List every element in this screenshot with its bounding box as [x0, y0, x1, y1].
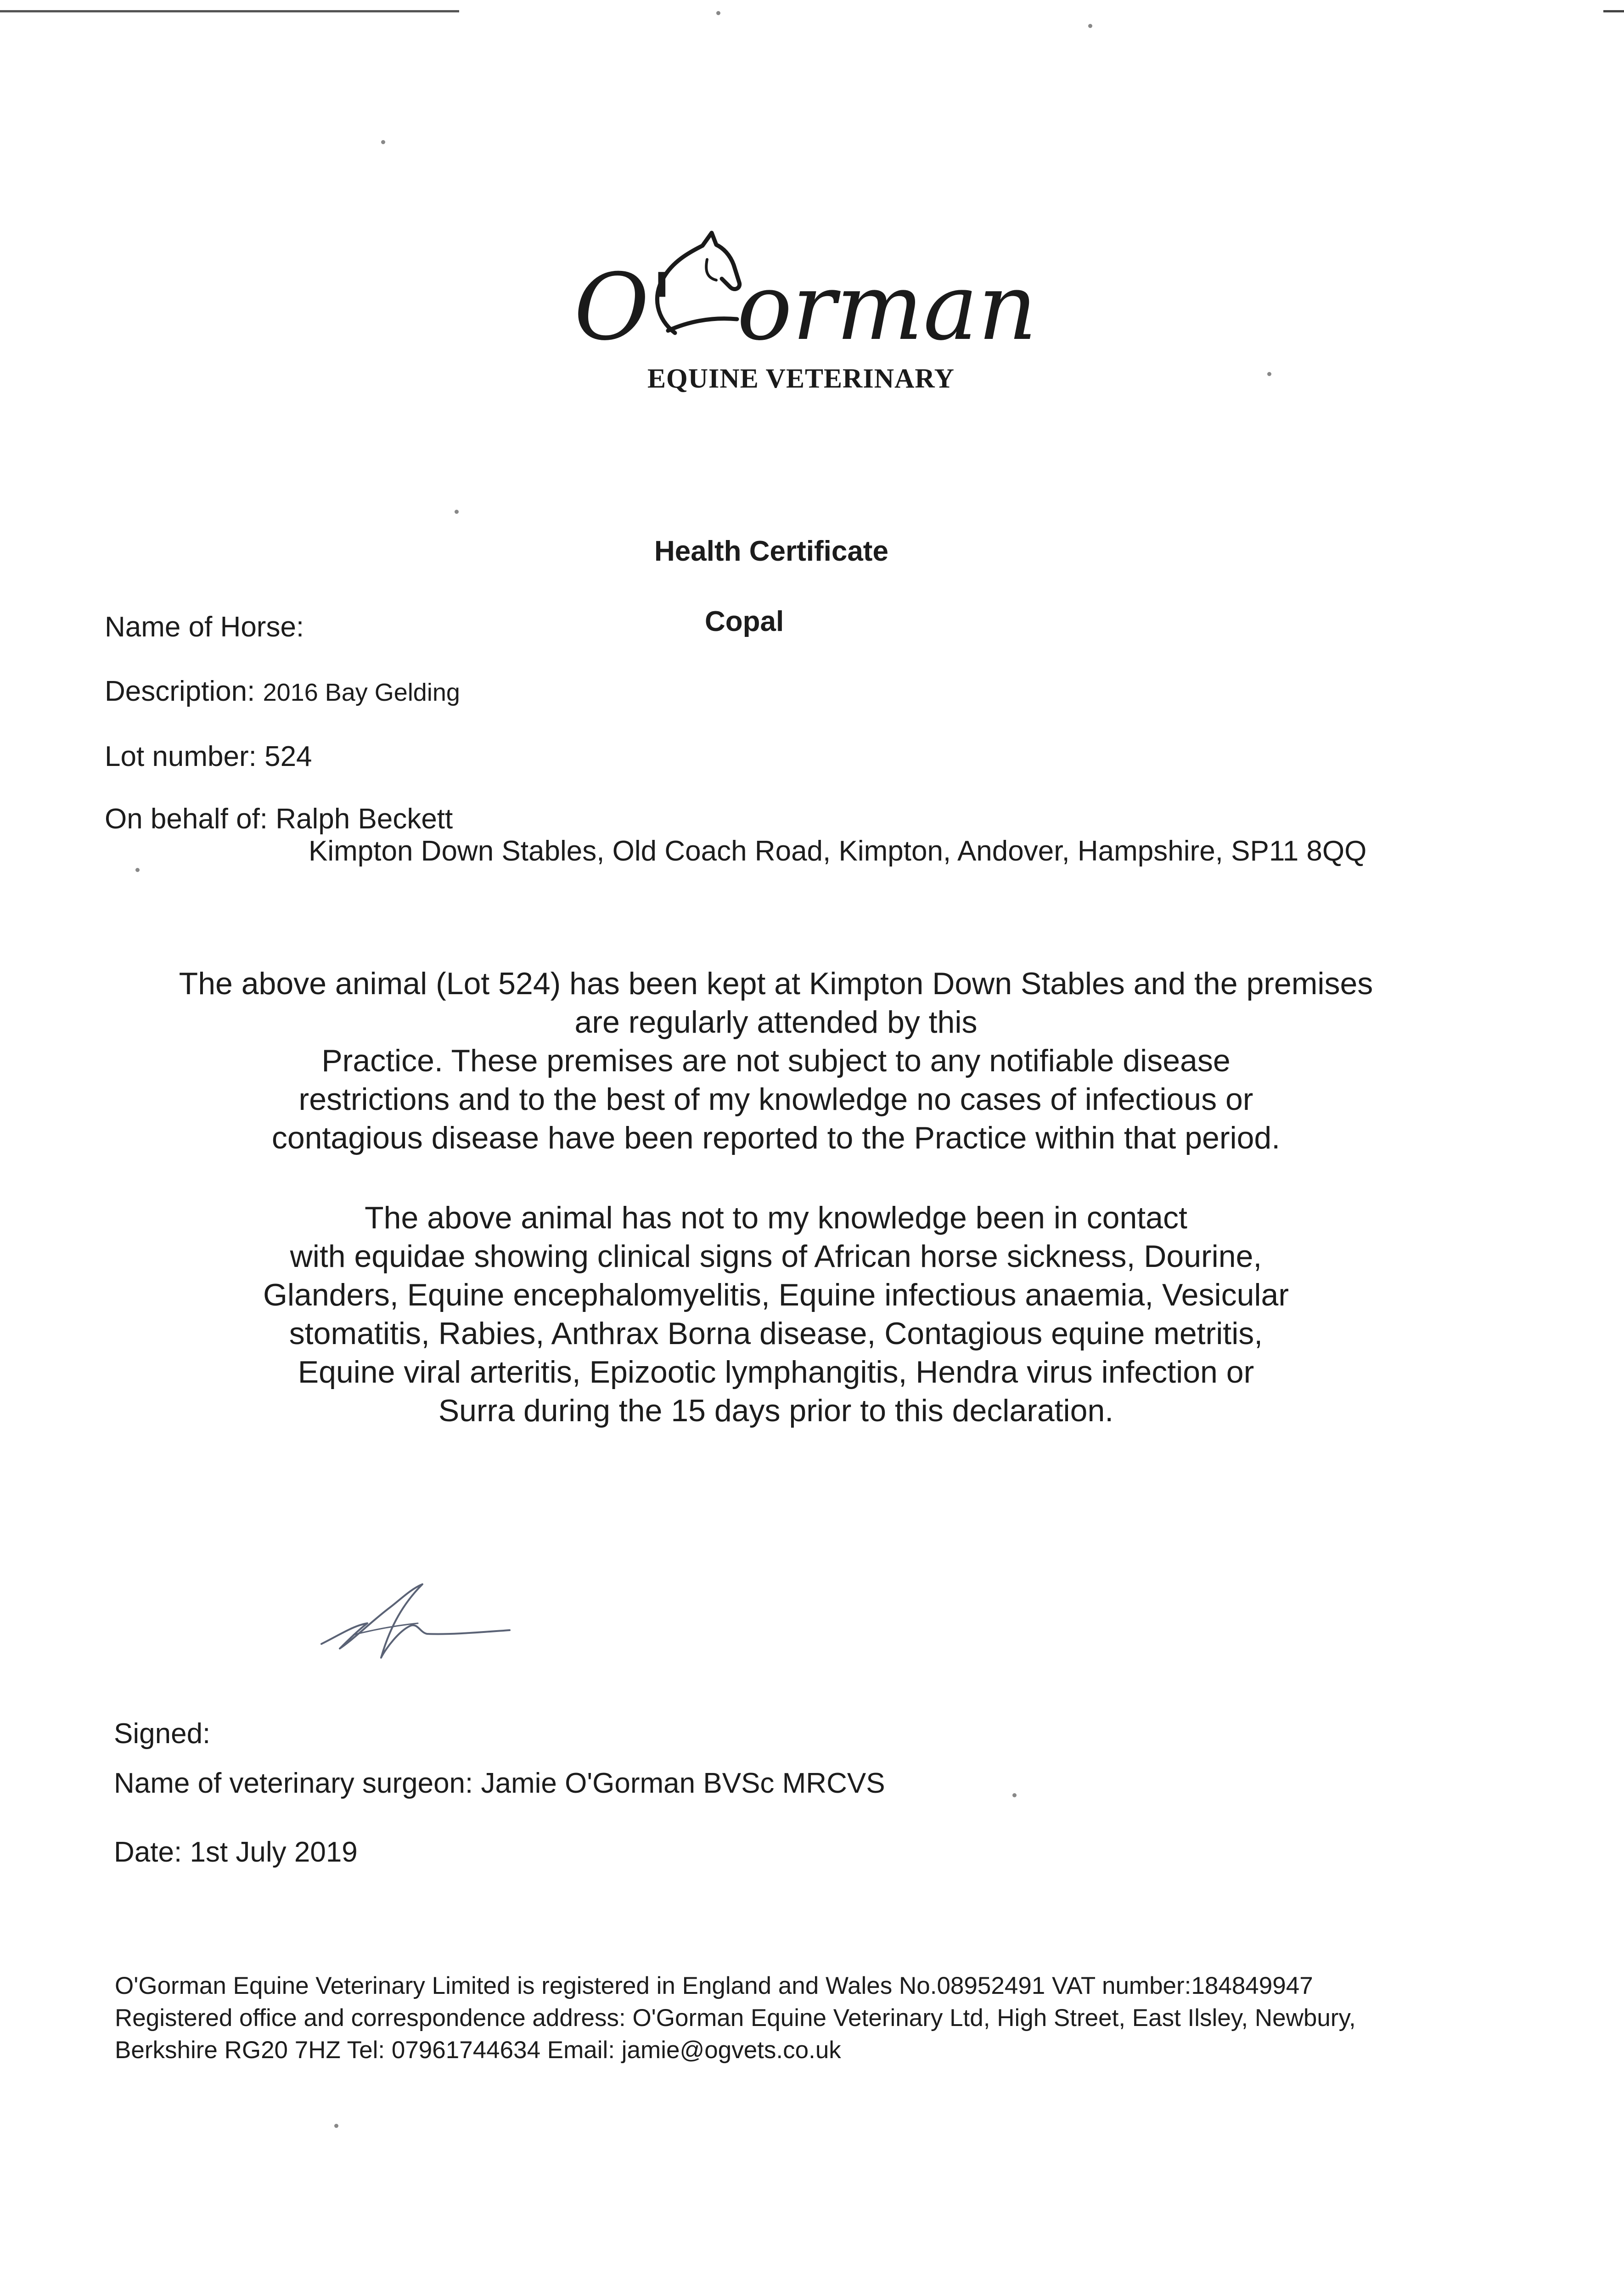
surgeon-value: Jamie O'Gorman BVSc MRCVS [481, 1767, 885, 1799]
scan-speck [716, 11, 720, 15]
scan-speck [455, 510, 459, 514]
logo-orman: orman [737, 254, 1037, 361]
description-row [105, 675, 460, 708]
description-label: Description: [105, 675, 255, 707]
surgeon-label: Name of veterinary surgeon: [114, 1767, 473, 1799]
date-label: Date: [114, 1836, 182, 1868]
paragraph-line: Equine viral arteritis, Epizootic lymphangitis, Hendra virus infection or [298, 1355, 1254, 1390]
paragraph-line: Surra during the 15 days prior to this declaration. [438, 1393, 1114, 1428]
date-value: 1st July 2019 [190, 1836, 358, 1868]
handwritten-signature [312, 1580, 514, 1671]
paragraph-line: are regularly attended by this [574, 1005, 978, 1040]
footer-line: Registered office and correspondence address: O'Gorman Equine Veterinary Ltd, High Street, East Ilsley, Newbury, [115, 2004, 1356, 2032]
footer-line: Berkshire RG20 7HZ Tel: 07961744634 Email: jamie@ogvets.co.uk [115, 2037, 841, 2064]
premises-declaration [119, 964, 1433, 1157]
logo-o: O' [574, 254, 674, 361]
scan-speck [1088, 24, 1092, 28]
disease-contact-declaration [119, 1199, 1433, 1430]
scan-speck [1267, 372, 1271, 376]
paragraph-line: The above animal has not to my knowledge been in contact [365, 1200, 1187, 1235]
scan-edge-rule [0, 10, 459, 12]
signed-label: Signed: [114, 1718, 211, 1750]
lot-number-value: 524 [264, 741, 312, 772]
on-behalf-label: On behalf of: [105, 803, 268, 835]
owner-address: Kimpton Down Stables, Old Coach Road, Kimpton, Andover, Hampshire, SP11 8QQ [309, 835, 1367, 867]
horse-head-icon [643, 227, 753, 347]
date-row [114, 1836, 358, 1868]
company-logo [574, 230, 1037, 395]
paragraph-line: The above animal (Lot 524) has been kept at Kimpton Down Stables and the premises [179, 966, 1373, 1001]
on-behalf-value: Ralph Beckett [275, 803, 453, 835]
scan-edge-rule-right [1603, 10, 1624, 12]
scan-speck [381, 140, 385, 144]
paragraph-line: contagious disease have been reported to the Practice within that period. [271, 1120, 1281, 1155]
scan-speck [334, 2124, 338, 2128]
name-of-horse-label: Name of Horse: [105, 611, 304, 643]
surgeon-row [114, 1767, 885, 1800]
paragraph-line: with equidae showing clinical signs of African horse sickness, Dourine, [290, 1239, 1262, 1274]
registration-footer [115, 1970, 1483, 2066]
paragraph-line: restrictions and to the best of my knowledge no cases of infectious or [298, 1082, 1253, 1117]
scan-speck [135, 868, 140, 872]
page-title: Health Certificate [654, 535, 888, 567]
scan-speck [1012, 1793, 1017, 1797]
logo-subtitle: EQUINE VETERINARY [647, 363, 955, 394]
footer-line: O'Gorman Equine Veterinary Limited is registered in England and Wales No.08952491 VAT number:184849947 [115, 1972, 1313, 1999]
paragraph-line: Glanders, Equine encephalomyelitis, Equine infectious anaemia, Vesicular [263, 1277, 1289, 1312]
lot-number-label: Lot number: [105, 741, 257, 772]
paragraph-line: stomatitis, Rabies, Anthrax Borna disease, Contagious equine metritis, [289, 1316, 1263, 1351]
paragraph-line: Practice. These premises are not subject to any notifiable disease [321, 1043, 1231, 1078]
horse-name-value: Copal [705, 606, 784, 637]
description-value: 2016 Bay Gelding [263, 679, 460, 706]
lot-number-row [105, 740, 312, 773]
on-behalf-row [105, 803, 453, 835]
